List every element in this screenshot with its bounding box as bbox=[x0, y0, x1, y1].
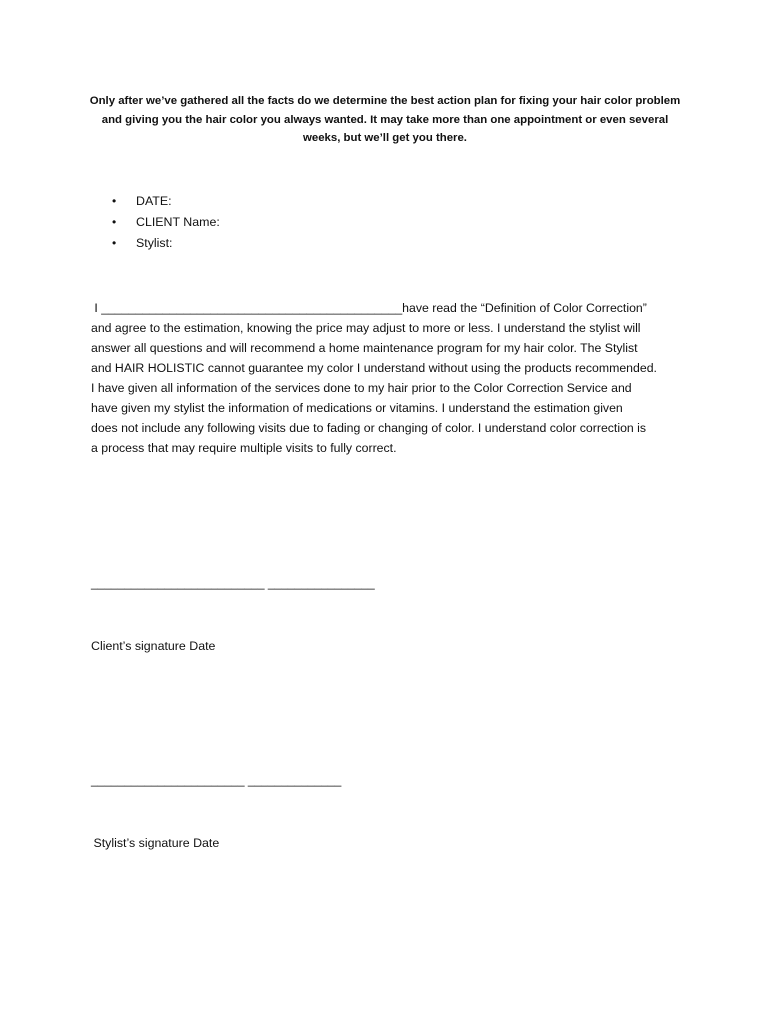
agreement-line: answer all questions and will recommend a home maintenance program for my hair color. The Stylist bbox=[91, 341, 638, 355]
agreement-line: and HAIR HOLISTIC cannot guarantee my color I understand without using the products recommended. bbox=[91, 361, 657, 375]
agreement-line: a process that may require multiple visits to fully correct. bbox=[91, 441, 397, 455]
agreement-line: does not include any following visits due to fading or changing of color. I understand color correction is bbox=[91, 421, 647, 435]
agreement-line: and agree to the estimation, knowing the price may adjust to more or less. I understand the stylist will bbox=[91, 321, 641, 335]
agreement-line: have given my stylist the information of medications or vitamins. I understand the estimation given bbox=[91, 401, 623, 415]
stylist-signature-line: _______________________ ______________ bbox=[91, 773, 342, 787]
bullet-icon: • bbox=[112, 194, 117, 208]
bullet-icon: • bbox=[112, 215, 117, 229]
field-label: Stylist: bbox=[136, 236, 173, 250]
field-client-name bbox=[112, 212, 220, 233]
field-label: CLIENT Name: bbox=[136, 215, 220, 229]
client-info-list bbox=[112, 191, 220, 254]
field-stylist bbox=[112, 233, 220, 254]
intro-line: and giving you the hair color you always wanted. It may take more than one appointment or even several bbox=[101, 113, 669, 126]
client-signature-label: Client’s signature Date bbox=[91, 639, 216, 653]
agreement-line: I ____________________________________________have read the “Definition of Color Correction” bbox=[91, 301, 647, 315]
stylist-signature-label: Stylist’s signature Date bbox=[90, 836, 220, 850]
intro-paragraph bbox=[80, 92, 690, 148]
intro-line: Only after we’ve gathered all the facts do we determine the best action plan for fixing your hair color problem bbox=[89, 95, 681, 107]
client-signature-line: __________________________ ________________ bbox=[91, 576, 375, 590]
agreement-paragraph bbox=[91, 298, 691, 458]
field-date bbox=[112, 191, 220, 212]
agreement-line: I have given all information of the services done to my hair prior to the Color Correction Service and bbox=[91, 381, 632, 395]
intro-line: weeks, but we’ll get you there. bbox=[303, 132, 467, 144]
bullet-icon: • bbox=[112, 236, 117, 250]
field-label: DATE: bbox=[136, 194, 172, 208]
